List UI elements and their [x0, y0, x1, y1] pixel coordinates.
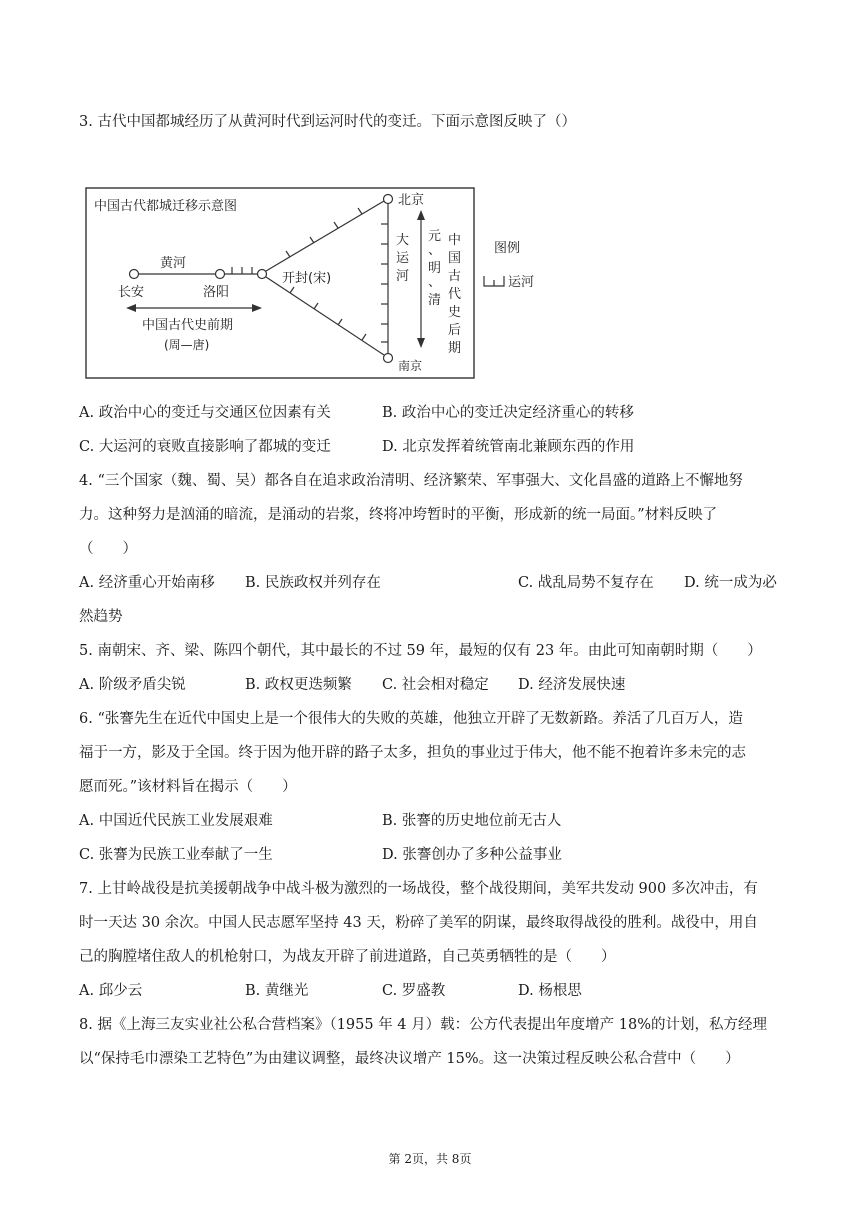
q5-option-b[interactable]: B. 政权更迭频繁 — [245, 677, 352, 693]
q7-option-c[interactable]: C. 罗盛教 — [382, 983, 446, 999]
q5-option-a[interactable]: A. 阶级矛盾尖锐 — [79, 677, 186, 693]
q4-option-d[interactable]: D. 统一成为必 — [684, 575, 777, 591]
q4-line-2: 力。这种努力是汹涌的暗流，是涌动的岩浆，终将冲垮暂时的平衡，形成新的统一局面。”材料反映了 — [79, 507, 718, 523]
ymq-char-2: 、 — [428, 243, 442, 258]
q4-option-c[interactable]: C. 战乱局势不复存在 — [518, 575, 654, 591]
later-char-6: 后 — [448, 323, 462, 338]
capital-migration-diagram — [76, 182, 546, 382]
q3-stem: 3. 古代中国都城经历了从黄河时代到运河时代的变迁。下面示意图反映了（） — [79, 114, 576, 130]
q4-option-d-continued: 然趋势 — [79, 609, 123, 625]
later-char-5: 史 — [448, 305, 462, 320]
q7-option-a[interactable]: A. 邱少云 — [79, 983, 143, 999]
q6-option-b[interactable]: B. 张謇的历史地位前无古人 — [382, 813, 562, 829]
kaifeng-label: 开封(宋) — [282, 271, 332, 286]
later-char-1: 中 — [448, 233, 462, 248]
nanjing-node — [384, 354, 393, 363]
q5-option-d[interactable]: D. 经济发展快速 — [518, 677, 626, 693]
ymq-char-1: 元 — [428, 229, 442, 244]
q7-option-b[interactable]: B. 黄继光 — [245, 983, 309, 999]
ymq-char-3: 明 — [428, 261, 442, 276]
q5-option-c[interactable]: C. 社会相对稳定 — [382, 677, 489, 693]
q7-option-d[interactable]: D. 杨根思 — [518, 983, 582, 999]
q3-option-d[interactable]: D. 北京发挥着统管南北兼顾东西的作用 — [382, 439, 635, 455]
huanghe-label: 黄河 — [160, 256, 187, 271]
q6-line-2: 福于一方，影及于全国。终于因为他开辟的路子太多，担负的事业过于伟大，他不能不抱着许多未完的志 — [79, 745, 746, 761]
q7-line-2: 时一天达 30 余次。中国人民志愿军坚持 43 天，粉碎了美军的阴谋，最终取得战役的胜利。战役中，用自 — [79, 915, 758, 931]
kaifeng-nanjing-canal — [266, 277, 384, 355]
later-char-3: 古 — [448, 269, 462, 284]
grand-canal-char-1: 大 — [396, 233, 410, 248]
later-char-4: 代 — [448, 287, 462, 302]
q8-line-2: 以“保持毛巾漂染工艺特色”为由建议调整，最终决议增产 15%。这一决策过程反映公私合营中（ ） — [79, 1051, 740, 1067]
ymq-char-5: 清 — [428, 293, 442, 308]
q3-option-b[interactable]: B. 政治中心的变迁决定经济重心的转移 — [382, 405, 634, 421]
q4-option-a[interactable]: A. 经济重心开始南移 — [79, 575, 215, 591]
grand-canal-char-2: 运 — [396, 251, 410, 266]
later-char-2: 国 — [448, 251, 462, 266]
nanjing-label: 南京 — [398, 359, 423, 373]
q4-line-1: 4. “三个国家（魏、蜀、吴）都各自在追求政治清明、经济繁荣、军事强大、文化昌盛的道路上不懈地努 — [79, 473, 743, 489]
kaifeng-beijing-canal — [266, 201, 384, 271]
diagram-title: 中国古代都城迁移示意图 — [94, 199, 238, 214]
diagram-svg — [76, 182, 546, 382]
q3-option-c[interactable]: C. 大运河的衰败直接影响了都城的变迁 — [79, 439, 331, 455]
q6-option-d[interactable]: D. 张謇创办了多种公益事业 — [382, 847, 562, 863]
q7-line-3: 己的胸膛堵住敌人的机枪射口，为战友开辟了前进道路，自己英勇牺牲的是（ ） — [79, 949, 616, 965]
q5-stem: 5. 南朝宋、齐、梁、陈四个朝代，其中最长的不过 59 年，最短的仅有 23 年。由此可知南朝时期（ ） — [79, 643, 762, 659]
changan-label: 长安 — [118, 285, 145, 300]
q3-option-a[interactable]: A. 政治中心的变迁与交通区位因素有关 — [79, 405, 331, 421]
canal-legend-icon — [484, 276, 504, 286]
legend-title: 图例 — [494, 241, 521, 256]
beijing-node — [384, 195, 393, 204]
q4-option-b[interactable]: B. 民族政权并列存在 — [245, 575, 381, 591]
early-period-label: 中国古代史前期 — [142, 318, 234, 333]
q6-line-3: 愿而死。”该材料旨在揭示（ ） — [79, 779, 297, 795]
later-char-7: 期 — [448, 341, 462, 356]
early-dynasties-label: (周—唐) — [164, 338, 210, 352]
legend-canal-label: 运河 — [508, 275, 535, 290]
kaifeng-node — [258, 270, 267, 279]
q4-line-3: （ ） — [79, 541, 137, 557]
ymq-char-4: 、 — [428, 275, 442, 290]
grand-canal-char-3: 河 — [396, 269, 410, 284]
q6-option-a[interactable]: A. 中国近代民族工业发展艰难 — [79, 813, 273, 829]
luoyang-node — [216, 270, 225, 279]
beijing-label: 北京 — [398, 193, 425, 208]
luoyang-label: 洛阳 — [203, 285, 230, 300]
page-footer: 第 2页，共 8页 — [388, 1152, 472, 1166]
q6-option-c[interactable]: C. 张謇为民族工业奉献了一生 — [79, 847, 273, 863]
diagram-frame — [86, 188, 474, 378]
q8-line-1: 8. 据《上海三友实业社公私合营档案》（1955 年 4 月）载：公方代表提出年度增产 18%的计划，私方经理 — [79, 1017, 767, 1033]
q7-line-1: 7. 上甘岭战役是抗美援朝战争中战斗极为激烈的一场战役，整个战役期间，美军共发动 900 多次冲击，有 — [79, 881, 758, 897]
q6-line-1: 6. “张謇先生在近代中国史上是一个很伟大的失败的英雄，他独立开辟了无数新路。养活了几百万人，造 — [79, 711, 743, 727]
changan-node — [130, 270, 139, 279]
